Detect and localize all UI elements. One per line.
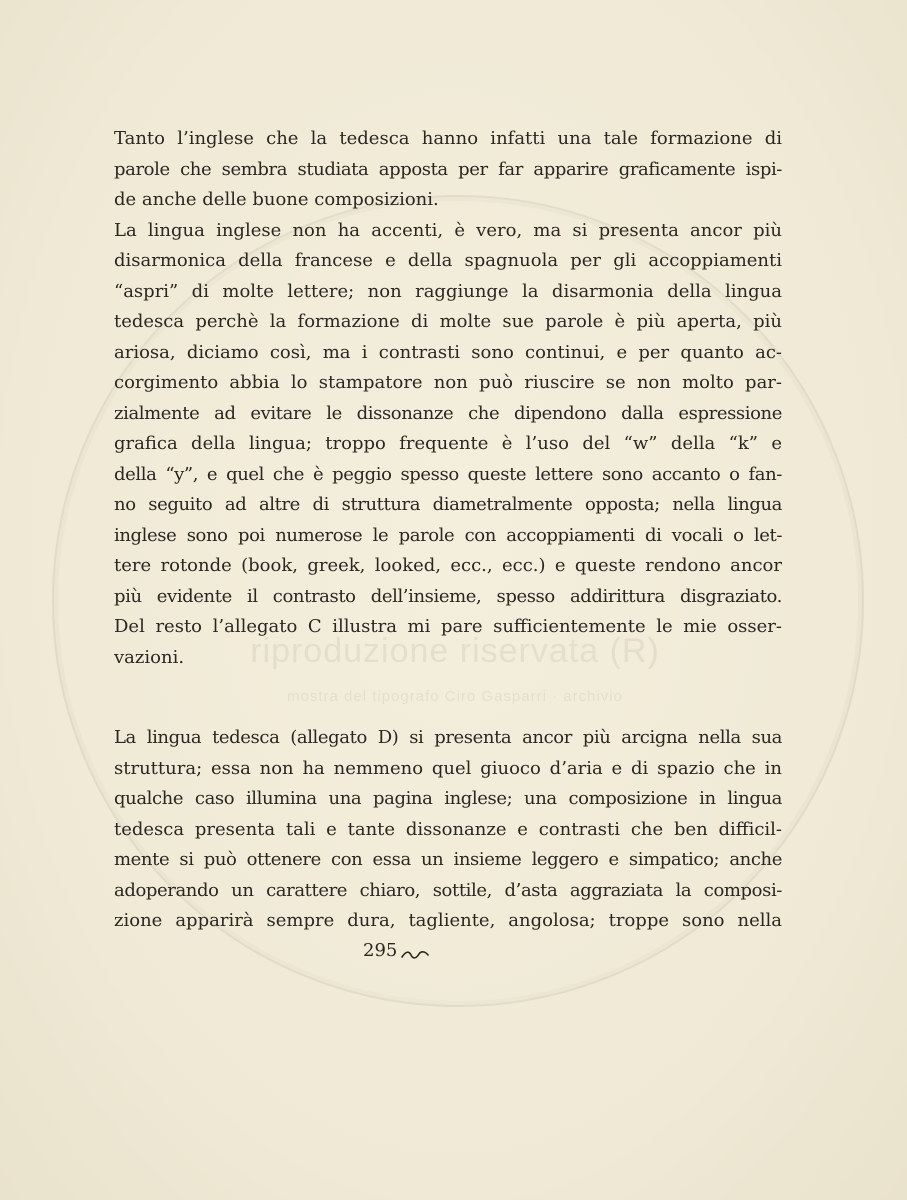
text-line: parole che sembra studiata apposta per far apparire graficamente ispi- <box>114 158 782 180</box>
text-line: de anche delle buone composizioni. <box>114 189 439 210</box>
text-line: inglese sono poi numerose le parole con accoppiamenti di vocali o let- <box>114 524 782 546</box>
text-line: no seguito ad altre di struttura diametralmente opposta; nella lingua <box>114 494 782 515</box>
text-line: vazioni. <box>114 646 185 668</box>
text-line: corgimento abbia lo stampatore non può riuscire se non molto par- <box>114 372 782 393</box>
watermark-sub: mostra del tipografo Ciro Gasparri · archivio <box>287 688 623 705</box>
text-line: La lingua inglese non ha accenti, è vero, ma si presenta ancor più <box>114 219 782 241</box>
text-line: Tanto l’inglese che la tedesca hanno infatti una tale formazione di <box>114 128 782 149</box>
text-line: tedesca presenta tali e tante dissonanze e contrasti che ben difficil- <box>114 818 782 840</box>
paragraph-2 <box>114 216 782 674</box>
text-line: zione apparirà sempre dura, tagliente, angolosa; troppe sono nella <box>114 910 782 931</box>
text-line: adoperando un carattere chiaro, sottile, d’asta aggraziata la composi- <box>114 879 782 901</box>
flourish-icon <box>401 945 429 957</box>
text-line: tere rotonde (book, greek, looked, ecc., ecc.) e queste rendono ancor <box>114 555 782 576</box>
paragraph-3 <box>114 723 782 937</box>
text-line: della “y”, e quel che è peggio spesso queste lettere sono accanto o fan- <box>114 463 782 485</box>
text-line: tedesca perchè la formazione di molte sue parole è più aperta, più <box>114 311 782 332</box>
text-line: zialmente ad evitare le dissonanze che dipendono dalla espressione <box>114 402 782 424</box>
text-line: grafica della lingua; troppo frequente è l’uso del “w” della “k” e <box>114 433 782 454</box>
text-line: La lingua tedesca (allegato D) si presenta ancor più arcigna nella sua <box>114 727 782 748</box>
watermark-main: riproduzione riservata (R) <box>250 632 660 670</box>
text-line: Del resto l’allegato C illustra mi pare sufficientemente le mie osser- <box>114 616 782 637</box>
text-line: “aspri” di molte lettere; non raggiunge la disarmonia della lingua <box>114 280 782 302</box>
text-line: più evidente il contrasto dell’insieme, spesso addirittura disgraziato. <box>114 585 782 607</box>
page-footer <box>363 940 443 961</box>
body-text <box>114 124 782 937</box>
paragraph-1 <box>114 124 782 216</box>
page-number: 295 <box>363 940 398 961</box>
text-line: disarmonica della francese e della spagnuola per gli accoppiamenti <box>114 250 782 271</box>
text-line: qualche caso illumina una pagina inglese; una composizione in lingua <box>114 788 782 809</box>
text-line: mente si può ottenere con essa un insieme leggero e simpatico; anche <box>114 849 782 870</box>
text-line: struttura; essa non ha nemmeno quel giuoco d’aria e di spazio che in <box>114 757 782 779</box>
paragraph-gap <box>114 673 782 723</box>
text-line: ariosa, diciamo così, ma i contrasti sono continui, e per quanto ac- <box>114 341 782 363</box>
